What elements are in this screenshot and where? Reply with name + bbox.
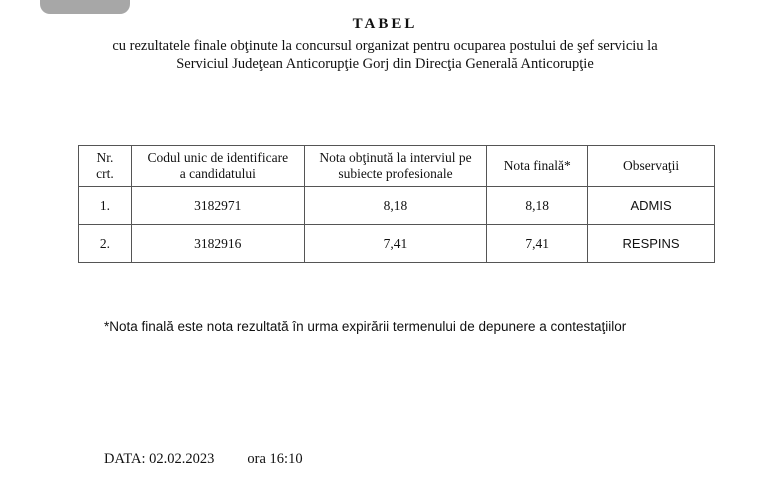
header-candidate-code: Codul unic de identificare a candidatului: [131, 146, 304, 187]
subtitle-line-2: Serviciul Judeţean Anticorupţie Gorj din Direcţia Generală Anticorupţie: [176, 56, 594, 72]
header-final-score: Nota finală*: [487, 146, 588, 187]
table-header-row: [79, 146, 715, 187]
document-subtitle: [0, 37, 770, 73]
cell-observation: RESPINS: [588, 225, 715, 263]
header-interview-score: Nota obţinută la interviul pe subiecte profesionale: [304, 146, 487, 187]
table-row: [79, 187, 715, 225]
cell-nr: 1.: [79, 187, 132, 225]
time-label: ora 16:10: [247, 451, 303, 467]
cell-nr: 2.: [79, 225, 132, 263]
date-line: [104, 451, 303, 468]
subtitle-line-1: cu rezultatele finale obţinute la concursul organizat pentru ocuparea postului de şef serviciu la: [112, 38, 658, 54]
cell-interview-score: 7,41: [304, 225, 487, 263]
cell-candidate-code: 3182971: [131, 187, 304, 225]
date-label: DATA: 02.02.2023: [104, 451, 215, 467]
results-table: [78, 145, 715, 263]
cell-final-score: 8,18: [487, 187, 588, 225]
document-title: TABEL: [352, 16, 418, 32]
cell-final-score: 7,41: [487, 225, 588, 263]
header-nr: Nr. crt.: [79, 146, 132, 187]
header-observations: Observaţii: [588, 146, 715, 187]
cell-observation: ADMIS: [588, 187, 715, 225]
footnote: *Nota finală este nota rezultată în urma expirării termenului de depunere a contestaţiilor: [104, 319, 627, 334]
corner-tab-decoration: [40, 0, 130, 14]
cell-candidate-code: 3182916: [131, 225, 304, 263]
table-row: [79, 225, 715, 263]
cell-interview-score: 8,18: [304, 187, 487, 225]
